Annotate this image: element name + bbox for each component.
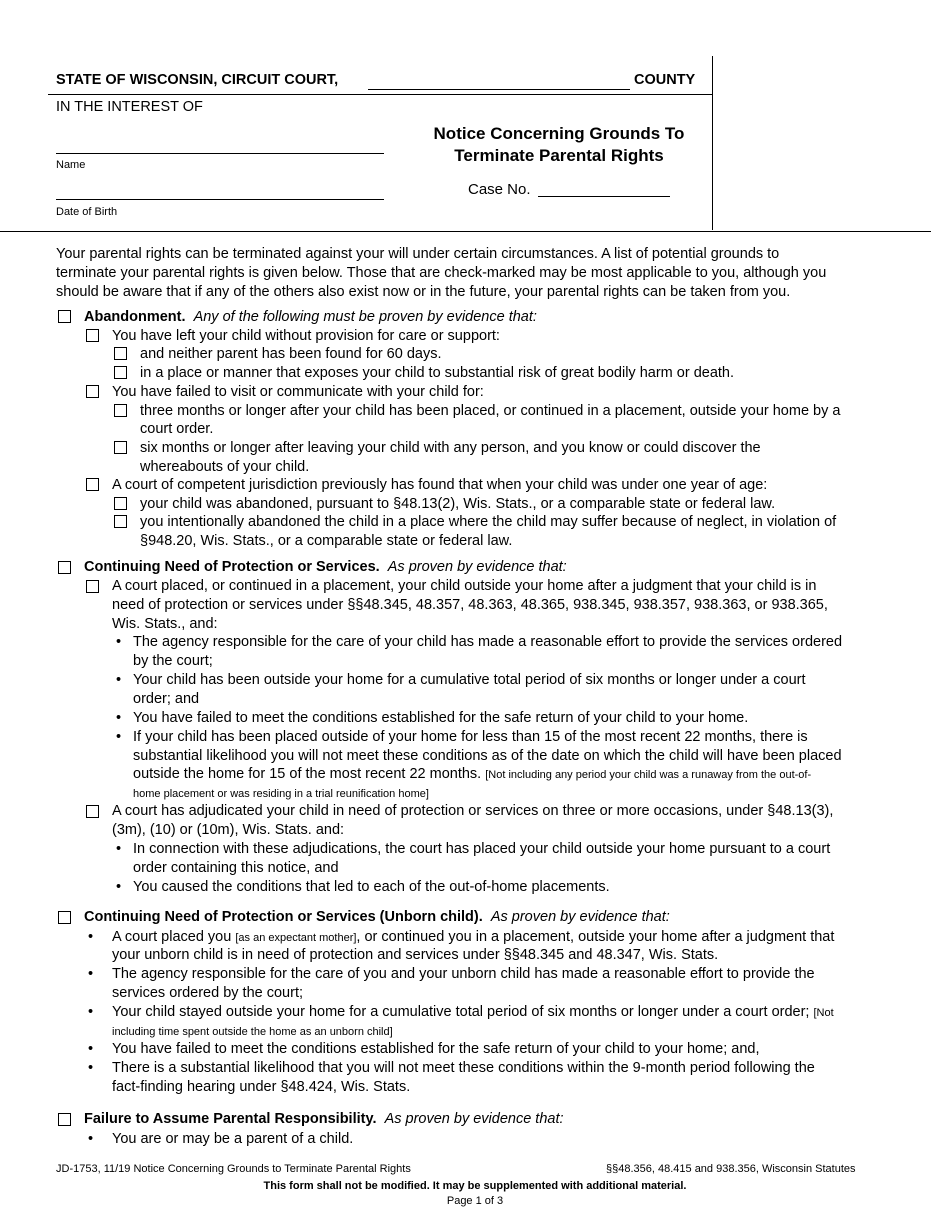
cnps-heading bbox=[84, 558, 567, 577]
failure-title: Failure to Assume Parental Responsibility. bbox=[84, 1111, 377, 1127]
unborn-c3-line1 bbox=[112, 1003, 834, 1023]
unborn-c1-line2: your unborn child is in need of protection and services under §§48.345 and 48.347, Wis. Stats. bbox=[112, 947, 719, 963]
cnps-b1-bullet2-line1: Your child has been outside your home for a cumulative total period of six months or longer under a court bbox=[133, 672, 806, 688]
cnps-b2-checkbox[interactable] bbox=[86, 805, 99, 818]
failure-heading bbox=[84, 1110, 564, 1129]
case-no-field[interactable] bbox=[538, 196, 670, 197]
failure-note: As proven by evidence that: bbox=[384, 1111, 564, 1127]
unborn-c3-text: Your child stayed outside your home for a cumulative total period of six months or longer under a court order; bbox=[112, 1004, 810, 1020]
abandonment-a2: You have failed to visit or communicate with your child for: bbox=[112, 384, 484, 400]
cnps-b1-bullet1-line1: The agency responsible for the care of your child has made a reasonable effort to provide the services ordered bbox=[133, 634, 843, 650]
footer-statutes: §§48.356, 48.415 and 938.356, Wisconsin Statutes bbox=[606, 1163, 856, 1175]
abandonment-a1-ii: in a place or manner that exposes your child to substantial risk of great bodily harm or death. bbox=[140, 365, 735, 381]
abandonment-a2-ii-line2: whereabouts of your child. bbox=[140, 459, 310, 475]
name-label: Name bbox=[56, 159, 86, 171]
cnps-note: As proven by evidence that: bbox=[387, 559, 567, 575]
failure-d1: You are or may be a parent of a child. bbox=[112, 1131, 354, 1147]
bullet: • bbox=[88, 929, 94, 945]
abandonment-checkbox[interactable] bbox=[58, 310, 71, 323]
unborn-c3-note-line2: including time spent outside the home as an unborn child] bbox=[112, 1026, 393, 1038]
cnps-checkbox[interactable] bbox=[58, 561, 71, 574]
abandonment-note: Any of the following must be proven by evidence that: bbox=[193, 309, 537, 325]
footer-page: Page 1 of 3 bbox=[446, 1195, 504, 1207]
cnps-b2-bullet1-line1: In connection with these adjudications, the court has placed your child outside your home pursuant to a court bbox=[133, 841, 831, 857]
cnps-title: Continuing Need of Protection or Services. bbox=[84, 559, 380, 575]
footer-form-id: JD-1753, 11/19 Notice Concerning Grounds to Terminate Parental Rights bbox=[56, 1163, 411, 1175]
abandonment-a3-ii-checkbox[interactable] bbox=[114, 515, 127, 528]
cnps-b1-line1: A court placed, or continued in a placement, your child outside your home after a judgment that your child is in bbox=[112, 578, 817, 594]
cnps-b1-line2: need of protection or services under §§48.345, 48.357, 48.363, 48.365, 938.345, 938.357, 938.363, or 938.365, bbox=[112, 597, 828, 613]
abandonment-a2-ii-checkbox[interactable] bbox=[114, 441, 127, 454]
abandonment-a1-i-checkbox[interactable] bbox=[114, 347, 127, 360]
abandonment-a3-checkbox[interactable] bbox=[86, 478, 99, 491]
county-label: COUNTY bbox=[634, 72, 696, 88]
abandonment-a3-i: your child was abandoned, pursuant to §48.13(2), Wis. Stats., or a comparable state or federal law. bbox=[140, 496, 776, 512]
bullet: • bbox=[116, 841, 122, 857]
unborn-c2-line2: services ordered by the court; bbox=[112, 985, 304, 1001]
cnps-b1-bullet4-line3 bbox=[133, 765, 811, 785]
cnps-b1-bullet4-line2: substantial likelihood you will not meet these conditions as of the date on which the child will have been placed bbox=[133, 748, 842, 764]
cnps-b1-bullet4-note-line2: home placement or was residing in a trial reunification home] bbox=[133, 788, 429, 800]
unborn-c5-line1: There is a substantial likelihood that you will not meet these conditions within the 9-month period following the bbox=[112, 1060, 815, 1076]
unborn-c4: You have failed to meet the conditions established for the safe return of your child to your home; and, bbox=[112, 1041, 760, 1057]
name-field[interactable] bbox=[56, 153, 384, 154]
cnps-b1-bullet3: You have failed to meet the conditions established for the safe return of your child to your home. bbox=[133, 710, 749, 726]
abandonment-a1-checkbox[interactable] bbox=[86, 329, 99, 342]
unborn-c5-line2: fact-finding hearing under §48.424, Wis. Stats. bbox=[112, 1079, 411, 1095]
bullet: • bbox=[88, 1004, 94, 1020]
bullet: • bbox=[88, 1060, 94, 1076]
failure-checkbox[interactable] bbox=[58, 1113, 71, 1126]
abandonment-a1-i: and neither parent has been found for 60 days. bbox=[140, 346, 442, 362]
form-title-line2: Terminate Parental Rights bbox=[454, 146, 664, 165]
unborn-c3-note: [Not bbox=[813, 1007, 834, 1019]
unborn-heading bbox=[84, 908, 670, 927]
case-no-label: Case No. bbox=[468, 181, 531, 198]
unborn-note: As proven by evidence that: bbox=[490, 909, 670, 925]
court-rule bbox=[48, 94, 712, 95]
dob-label: Date of Birth bbox=[56, 206, 118, 218]
abandonment-a3-i-checkbox[interactable] bbox=[114, 497, 127, 510]
cnps-b2-bullet2: You caused the conditions that led to each of the out-of-home placements. bbox=[133, 879, 610, 895]
bullet: • bbox=[116, 672, 122, 688]
unborn-title: Continuing Need of Protection or Services (Unborn child). bbox=[84, 909, 483, 925]
abandonment-heading bbox=[84, 308, 537, 327]
unborn-c1-note: [as an expectant mother] bbox=[235, 932, 357, 944]
abandonment-title: Abandonment. bbox=[84, 309, 186, 325]
cnps-b2-line1: A court has adjudicated your child in need of protection or services on three or more occasions, under §48.13(3), bbox=[112, 803, 834, 819]
abandonment-a2-i-checkbox[interactable] bbox=[114, 404, 127, 417]
dob-field[interactable] bbox=[56, 199, 384, 200]
cnps-b1-bullet4-line1: If your child has been placed outside of your home for less than 15 of the most recent 22 months, there is bbox=[133, 729, 808, 745]
header-bottom-rule bbox=[0, 231, 931, 232]
cnps-b1-bullet4-note: [Not including any period your child was a runaway from the out-of- bbox=[485, 769, 812, 781]
abandonment-a2-i-line2: court order. bbox=[140, 421, 214, 437]
cnps-b1-line3: Wis. Stats., and: bbox=[112, 616, 218, 632]
abandonment-a3-ii-line1: you intentionally abandoned the child in a place where the child may suffer because of neglect, in violation of bbox=[140, 514, 837, 530]
form-title-line1: Notice Concerning Grounds To bbox=[433, 124, 685, 143]
abandonment-a1-ii-checkbox[interactable] bbox=[114, 366, 127, 379]
footer-notice: This form shall not be modified. It may be supplemented with additional material. bbox=[263, 1180, 687, 1192]
bullet: • bbox=[116, 879, 122, 895]
interest-of-label: IN THE INTEREST OF bbox=[56, 99, 203, 115]
cnps-b1-bullet1-line2: by the court; bbox=[133, 653, 213, 669]
abandonment-a2-ii-line1: six months or longer after leaving your child with any person, and you know or could discover the bbox=[140, 440, 761, 456]
abandonment-a3: A court of competent jurisdiction previously has found that when your child was under one year of age: bbox=[112, 477, 768, 493]
bullet: • bbox=[116, 710, 122, 726]
county-name-field[interactable] bbox=[368, 89, 630, 90]
bullet: • bbox=[88, 1131, 94, 1147]
abandonment-a2-i-line1: three months or longer after your child has been placed, or continued in a placement, outside your home by a bbox=[140, 403, 841, 419]
bullet: • bbox=[116, 634, 122, 650]
unborn-checkbox[interactable] bbox=[58, 911, 71, 924]
unborn-c1-post: , or continued you in a placement, outside your home after a judgment that bbox=[356, 929, 835, 945]
intro-line-1: Your parental rights can be terminated against your will under certain circumstances. A list of potential grounds to bbox=[56, 246, 780, 262]
cnps-b1-bullet2-line2: order; and bbox=[133, 691, 200, 707]
unborn-c1-line1 bbox=[112, 928, 834, 948]
cnps-b2-line2: (3m), (10) or (10m), Wis. Stats. and: bbox=[112, 822, 345, 838]
abandonment-a1: You have left your child without provision for care or support: bbox=[112, 328, 500, 344]
bullet: • bbox=[88, 1041, 94, 1057]
intro-line-2: terminate your parental rights is given below. Those that are check-marked may be most applicable to you, although you bbox=[56, 265, 827, 281]
intro-line-3: should be aware that if any of the others also exist now or in the future, your parental rights can be taken from you. bbox=[56, 284, 791, 300]
bullet: • bbox=[116, 729, 122, 745]
unborn-c2-line1: The agency responsible for the care of you and your unborn child has made a reasonable effort to provide the bbox=[112, 966, 815, 982]
bullet: • bbox=[88, 966, 94, 982]
cnps-b1-bullet4-line3-text: outside the home for 15 of the most recent 22 months. bbox=[133, 766, 482, 782]
unborn-c1-pre: A court placed you bbox=[112, 929, 232, 945]
abandonment-a2-checkbox[interactable] bbox=[86, 385, 99, 398]
form-title bbox=[400, 123, 718, 167]
cnps-b2-bullet1-line2: order containing this notice, and bbox=[133, 860, 339, 876]
court-prefix: STATE OF WISCONSIN, CIRCUIT COURT, bbox=[56, 72, 339, 88]
abandonment-a3-ii-line2: §948.20, Wis. Stats., or a comparable state or federal law. bbox=[140, 533, 513, 549]
cnps-b1-checkbox[interactable] bbox=[86, 580, 99, 593]
